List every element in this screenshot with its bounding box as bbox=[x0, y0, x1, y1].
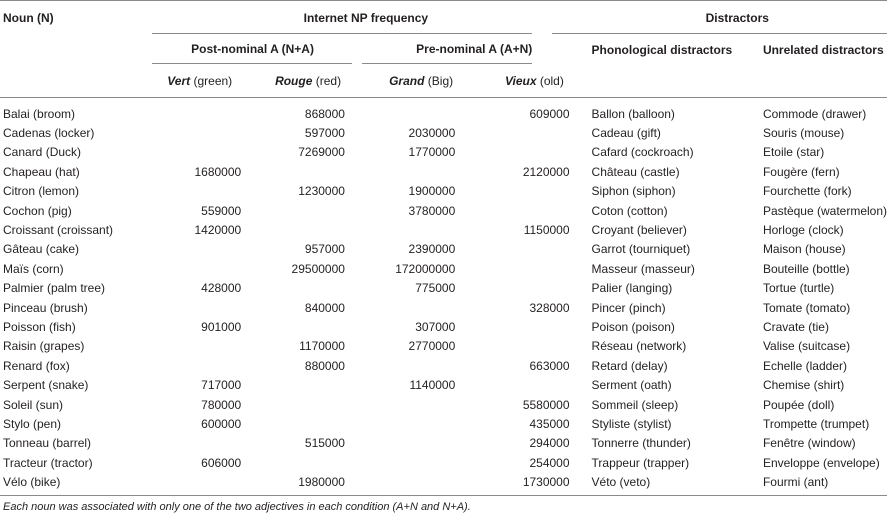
header-post-nominal: Post-nominal A (N+A) bbox=[191, 42, 314, 56]
cell-phonological: Trappeur (trapper) bbox=[591, 455, 690, 470]
header-phonological: Phonological distractors bbox=[591, 43, 733, 57]
cell-rouge bbox=[255, 414, 361, 433]
table-row bbox=[0, 453, 887, 472]
table-row bbox=[0, 337, 887, 356]
cell-grand: 1770000 bbox=[408, 145, 456, 160]
table-body bbox=[0, 98, 887, 492]
header-divider-post-nominal bbox=[152, 63, 352, 64]
cell-phonological: Masseur (masseur) bbox=[591, 261, 695, 276]
cell-grand: 172000000 bbox=[395, 261, 456, 276]
cell-unrelated: Chemise (shirt) bbox=[762, 378, 845, 393]
header-vert: Vert (green) bbox=[167, 73, 233, 88]
cell-noun: Croissant (croissant) bbox=[3, 223, 114, 238]
cell-grand bbox=[361, 298, 481, 317]
cell-noun: Maïs (corn) bbox=[3, 261, 64, 276]
cell-grand bbox=[361, 434, 481, 453]
cell-unrelated: Commode (drawer) bbox=[762, 106, 867, 121]
cell-noun: Renard (fox) bbox=[3, 358, 70, 373]
header-pre-nominal: Pre-nominal A (A+N) bbox=[416, 42, 533, 56]
cell-noun: Stylo (pen) bbox=[3, 416, 62, 431]
cell-vert bbox=[144, 143, 255, 162]
header-unrelated: Unrelated distractors bbox=[762, 43, 884, 57]
cell-noun: Balai (broom) bbox=[3, 106, 76, 121]
cell-rouge: 957000 bbox=[304, 242, 345, 257]
cell-vert bbox=[144, 434, 255, 453]
cell-rouge bbox=[255, 279, 361, 298]
cell-vieux: 1730000 bbox=[522, 475, 570, 490]
cell-vieux bbox=[481, 240, 587, 259]
cell-grand bbox=[361, 98, 481, 124]
cell-phonological: Château (castle) bbox=[591, 164, 680, 179]
cell-noun: Tonneau (barrel) bbox=[3, 436, 92, 451]
cell-unrelated: Cravate (tie) bbox=[762, 319, 829, 334]
cell-phonological: Styliste (stylist) bbox=[591, 416, 672, 431]
cell-vieux: 435000 bbox=[529, 416, 570, 431]
cell-vert bbox=[144, 182, 255, 201]
cell-vieux: 328000 bbox=[529, 300, 570, 315]
cell-noun: Citron (lemon) bbox=[3, 184, 80, 199]
cell-vert bbox=[144, 298, 255, 317]
cell-noun: Poisson (fish) bbox=[3, 319, 76, 334]
cell-noun: Serpent (snake) bbox=[3, 378, 89, 393]
cell-grand: 2030000 bbox=[408, 126, 456, 141]
cell-noun: Vélo (bike) bbox=[3, 475, 61, 490]
cell-vieux: 1150000 bbox=[523, 223, 570, 238]
header-grand: Grand (Big) bbox=[389, 73, 454, 88]
cell-noun: Pinceau (brush) bbox=[3, 300, 88, 315]
header-rouge: Rouge (red) bbox=[275, 73, 342, 88]
cell-vert: 1420000 bbox=[194, 223, 242, 238]
table-row bbox=[0, 317, 887, 336]
cell-rouge bbox=[255, 220, 361, 239]
cell-vert: 901000 bbox=[201, 319, 242, 334]
header-divider-pre-nominal bbox=[362, 63, 532, 64]
cell-vieux: 663000 bbox=[529, 358, 570, 373]
cell-phonological: Sommeil (sleep) bbox=[591, 397, 679, 412]
cell-rouge: 515000 bbox=[304, 436, 345, 451]
cell-unrelated: Fenêtre (window) bbox=[762, 436, 856, 451]
cell-vieux bbox=[481, 375, 587, 394]
cell-vieux: 254000 bbox=[529, 455, 570, 470]
table-row bbox=[0, 356, 887, 375]
table-row bbox=[0, 414, 887, 433]
cell-vert: 1680000 bbox=[194, 164, 242, 179]
table-row bbox=[0, 298, 887, 317]
table-row bbox=[0, 279, 887, 298]
cell-rouge: 7269000 bbox=[298, 145, 345, 160]
cell-grand: 1900000 bbox=[408, 184, 456, 199]
cell-vieux bbox=[481, 317, 587, 336]
cell-rouge: 29500000 bbox=[291, 261, 345, 276]
cell-unrelated: Souris (mouse) bbox=[762, 126, 845, 141]
cell-vert bbox=[144, 472, 255, 491]
cell-grand: 307000 bbox=[415, 319, 456, 334]
cell-rouge bbox=[255, 201, 361, 220]
cell-unrelated: Etoile (star) bbox=[762, 145, 825, 160]
cell-rouge bbox=[255, 317, 361, 336]
cell-phonological: Ballon (balloon) bbox=[591, 106, 675, 121]
cell-vert bbox=[144, 356, 255, 375]
cell-phonological: Tonnerre (thunder) bbox=[591, 436, 691, 451]
cell-noun: Cochon (pig) bbox=[3, 203, 72, 218]
cell-rouge: 880000 bbox=[304, 358, 345, 373]
cell-vert bbox=[144, 240, 255, 259]
cell-grand bbox=[361, 453, 481, 472]
cell-vieux: 294000 bbox=[529, 436, 570, 451]
cell-unrelated: Valise (suitcase) bbox=[762, 339, 851, 354]
cell-unrelated: Fougère (fern) bbox=[762, 164, 840, 179]
cell-vert bbox=[144, 337, 255, 356]
cell-rouge: 840000 bbox=[304, 300, 345, 315]
table-footnote: Each noun was associated with only one of the two adjectives in each condition (A+N and N+A). bbox=[3, 501, 471, 513]
cell-grand: 3780000 bbox=[408, 203, 456, 218]
cell-grand: 2390000 bbox=[408, 242, 456, 257]
header-distractors: Distractors bbox=[705, 10, 769, 25]
cell-phonological: Siphon (siphon) bbox=[591, 184, 676, 199]
cell-phonological: Cadeau (gift) bbox=[591, 126, 661, 141]
table-row bbox=[0, 220, 887, 239]
cell-grand bbox=[361, 356, 481, 375]
cell-phonological: Serment (oath) bbox=[591, 378, 672, 393]
cell-vieux bbox=[481, 182, 587, 201]
table-row bbox=[0, 472, 887, 491]
table-row bbox=[0, 143, 887, 162]
cell-noun: Tracteur (tractor) bbox=[3, 455, 93, 470]
table-row bbox=[0, 162, 887, 181]
cell-vert bbox=[144, 98, 255, 124]
cell-unrelated: Tortue (turtle) bbox=[762, 281, 835, 296]
cell-vert: 600000 bbox=[201, 416, 242, 431]
cell-phonological: Cafard (cockroach) bbox=[591, 145, 694, 160]
cell-rouge: 1170000 bbox=[299, 339, 345, 354]
cell-grand bbox=[361, 414, 481, 433]
cell-rouge bbox=[255, 395, 361, 414]
table-row bbox=[0, 123, 887, 142]
cell-noun: Gâteau (cake) bbox=[3, 242, 80, 257]
table-row bbox=[0, 395, 887, 414]
cell-grand bbox=[361, 472, 481, 491]
table-row bbox=[0, 201, 887, 220]
cell-rouge bbox=[255, 162, 361, 181]
cell-vert: 717000 bbox=[201, 378, 242, 393]
header-noun: Noun (N) bbox=[3, 10, 54, 25]
cell-vieux bbox=[481, 259, 587, 278]
cell-rouge bbox=[255, 453, 361, 472]
header-internet-frequency: Internet NP frequency bbox=[303, 10, 429, 25]
cell-vieux bbox=[481, 279, 587, 298]
cell-rouge bbox=[255, 375, 361, 394]
cell-noun: Cadenas (locker) bbox=[3, 126, 95, 141]
cell-unrelated: Pastèque (watermelon) bbox=[762, 203, 887, 218]
table-row bbox=[0, 182, 887, 201]
cell-phonological: Réseau (network) bbox=[591, 339, 687, 354]
cell-noun: Canard (Duck) bbox=[3, 145, 82, 160]
cell-phonological: Retard (delay) bbox=[591, 358, 668, 373]
cell-phonological: Palier (langing) bbox=[591, 281, 673, 296]
header-divider-distractors bbox=[552, 33, 887, 34]
cell-vert: 780000 bbox=[201, 397, 242, 412]
cell-vieux: 609000 bbox=[529, 106, 570, 121]
cell-vert: 428000 bbox=[201, 281, 242, 296]
cell-noun: Chapeau (hat) bbox=[3, 164, 80, 179]
cell-unrelated: Horloge (clock) bbox=[762, 223, 844, 238]
header-vieux: Vieux (old) bbox=[504, 73, 564, 88]
cell-unrelated: Maison (house) bbox=[762, 242, 846, 257]
cell-grand: 775000 bbox=[415, 281, 456, 296]
cell-phonological: Véto (veto) bbox=[591, 475, 651, 490]
cell-unrelated: Bouteille (bottle) bbox=[762, 261, 850, 276]
cell-noun: Soleil (sun) bbox=[3, 397, 64, 412]
table-row bbox=[0, 259, 887, 278]
cell-unrelated: Fourchette (fork) bbox=[762, 184, 852, 199]
cell-grand bbox=[361, 220, 481, 239]
cell-rouge: 597000 bbox=[304, 126, 345, 141]
cell-vert: 606000 bbox=[201, 455, 242, 470]
cell-rouge: 1230000 bbox=[298, 184, 345, 199]
cell-grand: 2770000 bbox=[408, 339, 456, 354]
cell-vieux bbox=[481, 337, 587, 356]
cell-phonological: Poison (poison) bbox=[591, 319, 675, 334]
table-row bbox=[0, 240, 887, 259]
cell-phonological: Coton (cotton) bbox=[591, 203, 668, 218]
cell-noun: Raisin (grapes) bbox=[3, 339, 85, 354]
table-row bbox=[0, 98, 887, 124]
cell-rouge: 1980000 bbox=[298, 475, 345, 490]
cell-vert: 559000 bbox=[201, 203, 242, 218]
cell-grand: 1140000 bbox=[409, 378, 456, 393]
table-row bbox=[0, 434, 887, 453]
cell-vert bbox=[144, 259, 255, 278]
cell-unrelated: Echelle (ladder) bbox=[762, 358, 847, 373]
cell-unrelated: Fourmi (ant) bbox=[762, 475, 829, 490]
cell-phonological: Pincer (pinch) bbox=[591, 300, 666, 315]
table-row bbox=[0, 375, 887, 394]
cell-vieux bbox=[481, 123, 587, 142]
cell-grand bbox=[361, 162, 481, 181]
cell-vieux: 5580000 bbox=[522, 397, 570, 412]
cell-phonological: Garrot (tourniquet) bbox=[591, 242, 691, 257]
cell-unrelated: Trompette (trumpet) bbox=[762, 416, 870, 431]
cell-phonological: Croyant (believer) bbox=[591, 223, 687, 238]
cell-vieux bbox=[481, 143, 587, 162]
table-bottom-rule bbox=[0, 495, 887, 496]
cell-unrelated: Enveloppe (envelope) bbox=[762, 455, 880, 470]
cell-vieux: 2120000 bbox=[522, 164, 570, 179]
cell-vert bbox=[144, 123, 255, 142]
table-header bbox=[0, 1, 887, 98]
cell-unrelated: Poupée (doll) bbox=[762, 397, 835, 412]
header-divider-internet bbox=[152, 33, 532, 34]
cell-unrelated: Tomate (tomato) bbox=[762, 300, 851, 315]
cell-grand bbox=[361, 395, 481, 414]
cell-vieux bbox=[481, 201, 587, 220]
cell-rouge: 868000 bbox=[304, 106, 345, 121]
cell-noun: Palmier (palm tree) bbox=[3, 281, 106, 296]
